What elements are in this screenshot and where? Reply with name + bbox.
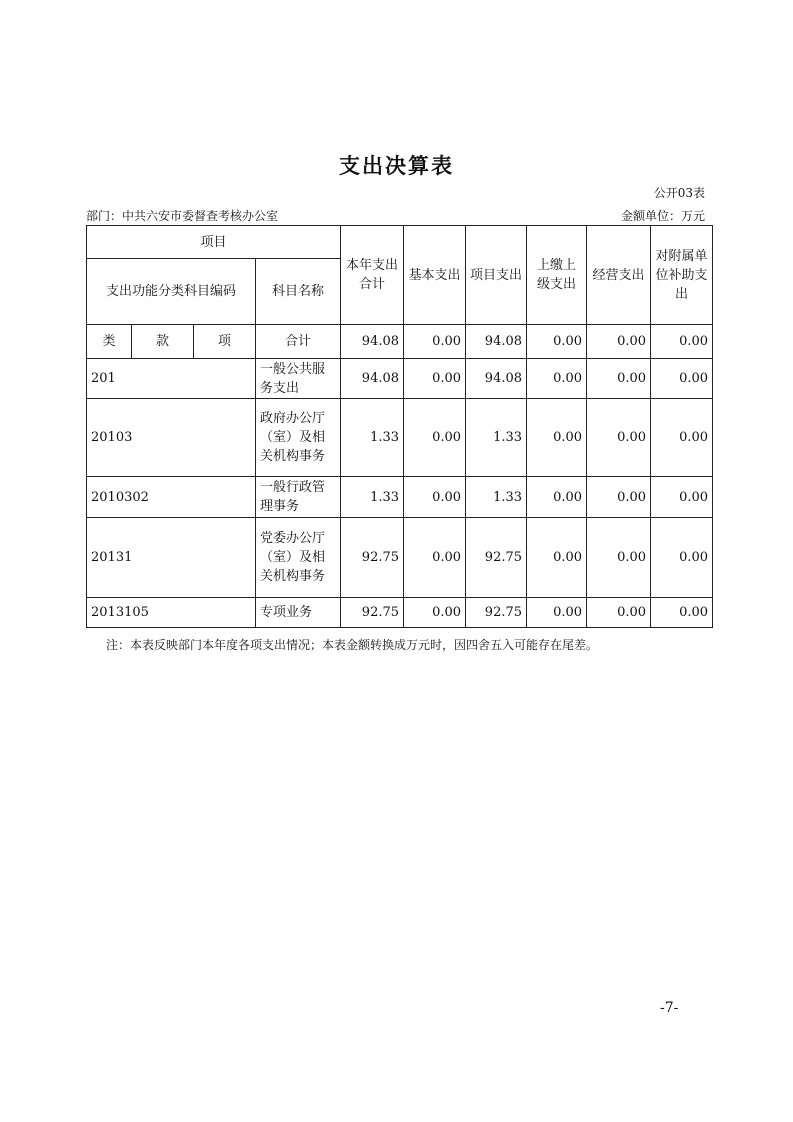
unit-label: 金额单位：万元 [620,209,705,223]
value-cell: 0.00 [404,359,466,399]
value-cell: 0.00 [527,518,587,598]
department-label: 部门：中共六安市委督查考核办公室 [86,209,279,223]
code-cell: 2010302 [87,477,256,518]
subject-name-cell: 一般行政管理事务 [256,477,341,518]
form-code: 公开03表 [653,186,705,200]
total-value-cell: 94.08 [466,325,527,359]
value-cell: 0.00 [651,598,713,628]
total-value-cell: 0.00 [651,325,713,359]
total-value-cell: 0.00 [587,325,651,359]
total-value-cell: 0.00 [404,325,466,359]
header-lei: 类 [87,325,132,359]
value-cell: 1.33 [466,477,527,518]
value-cell: 1.33 [341,399,404,477]
value-cell: 92.75 [466,518,527,598]
value-cell: 0.00 [651,518,713,598]
value-cell: 0.00 [587,359,651,399]
subject-name-cell: 党委办公厅（室）及相关机构事务 [256,518,341,598]
value-cell: 0.00 [404,477,466,518]
header-xiang: 项 [194,325,256,359]
value-cell: 0.00 [651,477,713,518]
value-cell: 0.00 [587,399,651,477]
page-title: 支出决算表 [339,154,454,178]
value-cell: 92.75 [341,598,404,628]
header-kuan: 款 [132,325,194,359]
value-cell: 0.00 [527,598,587,628]
code-cell: 20103 [87,399,256,477]
code-cell: 20131 [87,518,256,598]
table-row [87,598,713,628]
value-cell: 92.75 [341,518,404,598]
value-cell: 0.00 [651,399,713,477]
header-subject-name: 科目名称 [256,259,341,325]
header-row-1 [87,226,713,259]
table-row [87,399,713,477]
page-number: -7- [660,1000,679,1016]
expenditure-table [86,225,713,628]
total-label: 合计 [256,325,341,359]
value-cell: 94.08 [466,359,527,399]
table-row [87,518,713,598]
total-value-cell: 0.00 [527,325,587,359]
header-total: 本年支出合计 [341,226,404,325]
total-row [87,325,713,359]
value-cell: 0.00 [527,477,587,518]
table-row [87,359,713,399]
footnote: 注：本表反映部门本年度各项支出情况；本表金额转换成万元时，因四舍五入可能存在尾差。 [106,638,599,652]
value-cell: 0.00 [404,399,466,477]
header-func-code: 支出功能分类科目编码 [87,259,256,325]
value-cell: 1.33 [466,399,527,477]
value-cell: 1.33 [341,477,404,518]
value-cell: 0.00 [651,359,713,399]
subject-name-cell: 政府办公厅（室）及相关机构事务 [256,399,341,477]
value-cell: 0.00 [587,598,651,628]
value-cell: 0.00 [587,477,651,518]
subject-name-cell: 专项业务 [256,598,341,628]
value-cell: 0.00 [527,399,587,477]
total-value-cell: 94.08 [341,325,404,359]
subject-name-cell: 一般公共服务支出 [256,359,341,399]
value-cell: 0.00 [404,518,466,598]
header-subsidy: 对附属单位补助支出 [651,226,713,325]
table-row [87,477,713,518]
header-business: 经营支出 [587,226,651,325]
value-cell: 0.00 [404,598,466,628]
header-project-exp: 项目支出 [466,226,527,325]
header-upper: 上缴上级支出 [527,226,587,325]
value-cell: 0.00 [587,518,651,598]
code-cell: 2013105 [87,598,256,628]
value-cell: 92.75 [466,598,527,628]
code-cell: 201 [87,359,256,399]
header-basic: 基本支出 [404,226,466,325]
value-cell: 0.00 [527,359,587,399]
value-cell: 94.08 [341,359,404,399]
header-project: 项目 [87,226,341,259]
